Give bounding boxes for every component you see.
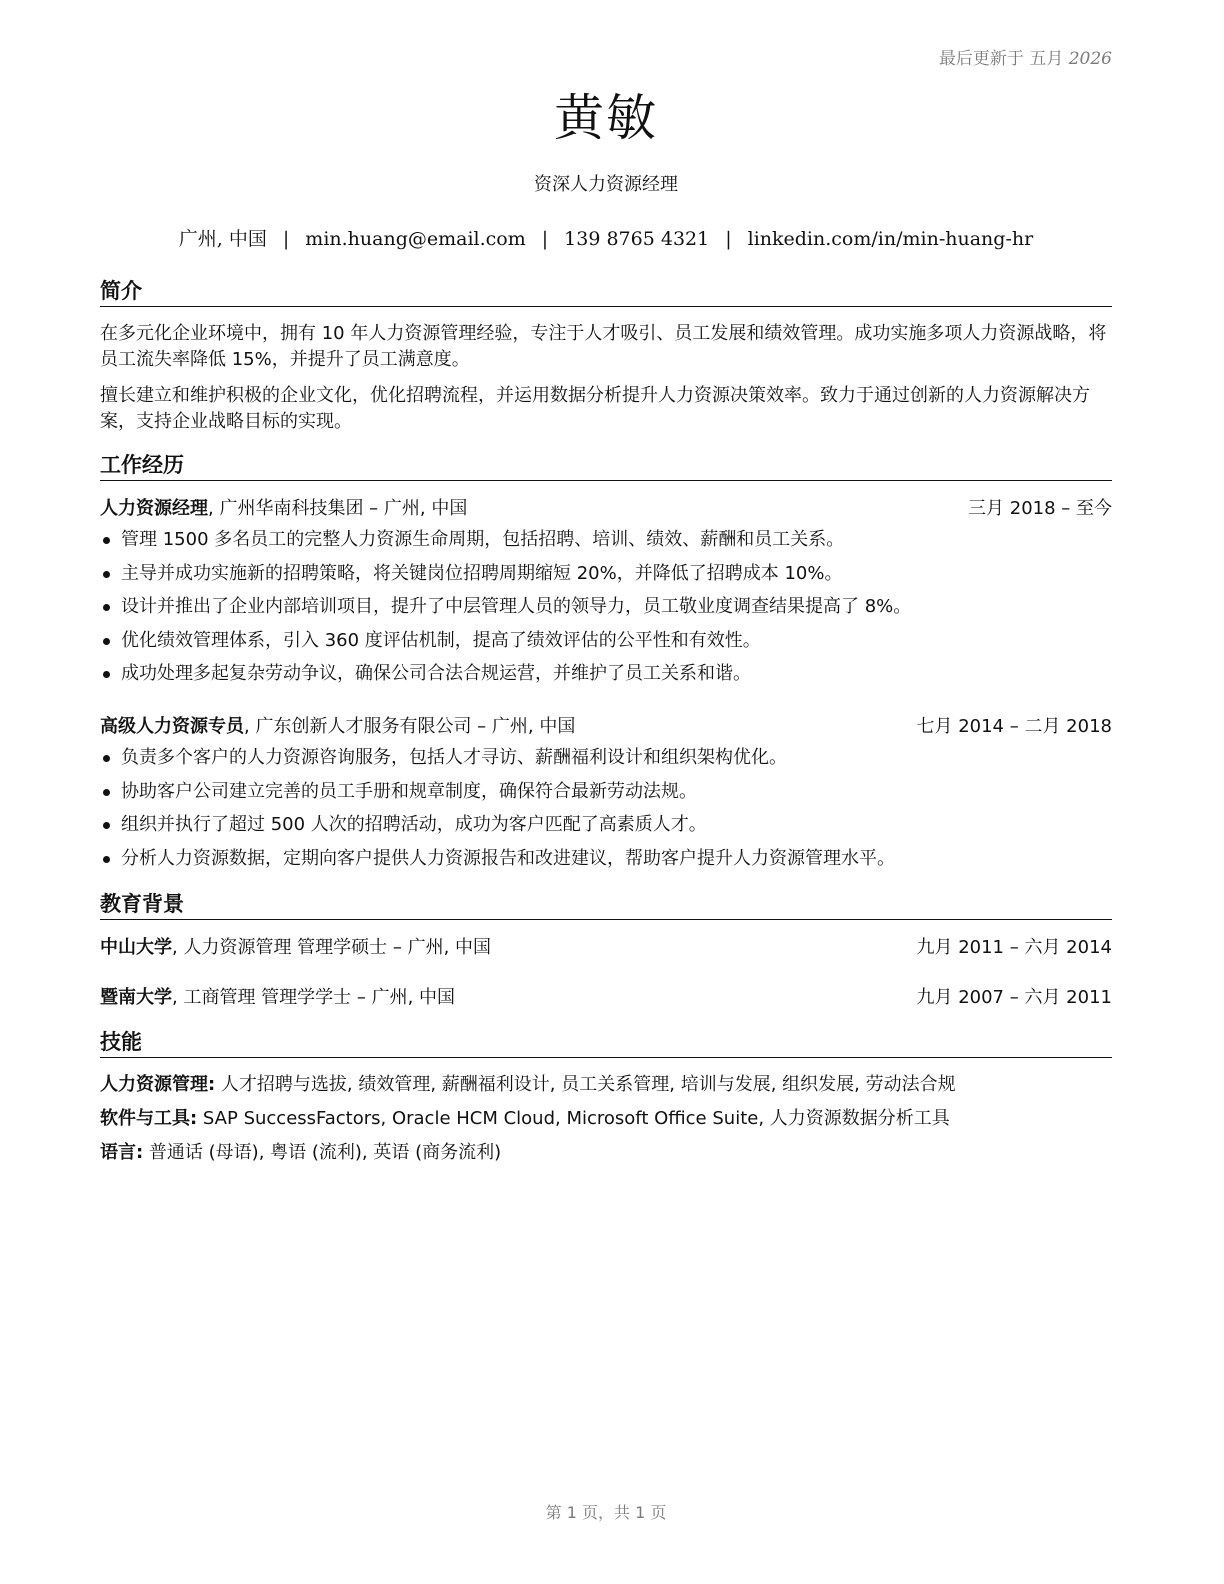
last-updated [939, 44, 1112, 69]
contact-email[interactable]: min.huang@email.com [305, 228, 526, 250]
education-detail: , 工商管理 管理学学士 – 广州, 中国 [172, 987, 456, 1008]
job-bullet: 优化绩效管理体系，引入 360 度评估机制，提高了绩效评估的公平性和有效性。 [100, 628, 1112, 662]
section-title-education: 教育背景 [100, 891, 1112, 920]
job-bullet: 协助客户公司建立完善的员工手册和规章制度，确保符合最新劳动法规。 [100, 779, 1112, 813]
job-bullet: 组织并执行了超过 500 人次的招聘活动，成功为客户匹配了高素质人才。 [100, 812, 1112, 846]
contact-linkedin[interactable]: linkedin.com/in/min-huang-hr [747, 228, 1034, 250]
last-updated-year: 2026 [1068, 49, 1112, 69]
summary-paragraph: 在多元化企业环境中，拥有 10 年人力资源管理经验，专注于人才吸引、员工发展和绩效管理。成功实施多项人力资源战略，将员工流失率降低 15%，并提升了员工满意度。 [100, 323, 1107, 370]
candidate-name: 黄敏 [554, 89, 658, 147]
contact-phone: 139 8765 4321 [564, 228, 710, 250]
job-position: 人力资源经理 [100, 498, 208, 519]
job-bullets [100, 745, 1112, 879]
job-company-location: , 广州华南科技集团 – 广州, 中国 [208, 498, 468, 519]
last-updated-prefix: 最后更新于 五月 [938, 49, 1064, 69]
job-bullet: 分析人力资源数据，定期向客户提供人力资源报告和改进建议，帮助客户提升人力资源管理水平。 [100, 846, 1112, 880]
skill-label: 人力资源管理: [100, 1074, 216, 1095]
job-bullet: 管理 1500 多名员工的完整人力资源生命周期，包括招聘、培训、绩效、薪酬和员工关系。 [100, 527, 1112, 561]
job-bullets [100, 527, 1112, 695]
section-title-summary: 简介 [100, 278, 1112, 307]
contact-separator: | [541, 228, 549, 250]
education-school: 中山大学 [100, 937, 172, 958]
education-dates: 九月 2011 – 六月 2014 [916, 937, 1112, 958]
contact-separator: | [725, 228, 732, 250]
summary-paragraph: 擅长建立和维护积极的企业文化，优化招聘流程，并运用数据分析提升人力资源决策效率。致力于通过创新的人力资源解决方案，支持企业战略目标的实现。 [100, 385, 1090, 432]
education-school: 暨南大学 [100, 987, 172, 1008]
skill-value: SAP SuccessFactors, Oracle HCM Cloud, Microsoft Office Suite, 人力资源数据分析工具 [197, 1108, 950, 1129]
skill-label: 语言: [100, 1142, 144, 1163]
education-dates: 九月 2007 – 六月 2011 [916, 987, 1112, 1008]
contact-location: 广州, 中国 [178, 228, 267, 250]
education-entry [100, 936, 1112, 960]
skill-value: 人才招聘与选拔, 绩效管理, 薪酬福利设计, 员工关系管理, 培训与发展, 组织发展, 劳动法合规 [215, 1074, 956, 1095]
education-detail: , 人力资源管理 管理学硕士 – 广州, 中国 [172, 937, 492, 958]
job-dates: 三月 2018 – 至今 [968, 498, 1112, 519]
job-bullet: 设计并推出了企业内部培训项目，提升了中层管理人员的领导力，员工敬业度调查结果提高了 8%。 [100, 594, 1112, 628]
job-bullet: 成功处理多起复杂劳动争议，确保公司合法合规运营，并维护了员工关系和谐。 [100, 661, 1112, 695]
job-company-location: , 广东创新人才服务有限公司 – 广州, 中国 [244, 716, 576, 737]
job-dates: 七月 2014 – 二月 2018 [916, 716, 1112, 737]
contact-line [100, 224, 1112, 251]
skill-line [100, 1072, 1112, 1098]
skill-label: 软件与工具: [100, 1108, 198, 1129]
resume-page [100, 0, 1112, 1584]
skill-value: 普通话 (母语), 粤语 (流利), 英语 (商务流利) [143, 1142, 502, 1163]
job-position: 高级人力资源专员 [100, 716, 244, 737]
skill-line [100, 1140, 1112, 1166]
job-bullet: 主导并成功实施新的招聘策略，将关键岗位招聘周期缩短 20%，并降低了招聘成本 10%。 [100, 561, 1112, 595]
skill-line [100, 1106, 1112, 1132]
education-entry [100, 986, 1112, 1010]
job-bullet: 负责多个客户的人力资源咨询服务，包括人才寻访、薪酬福利设计和组织架构优化。 [100, 745, 1112, 779]
job-header [100, 715, 1112, 739]
page-number: 第 1 页，共 1 页 [545, 1503, 667, 1522]
candidate-role: 资深人力资源经理 [534, 174, 678, 195]
contact-separator: | [282, 228, 290, 250]
section-title-experience: 工作经历 [100, 452, 1112, 481]
job-header [100, 497, 1112, 521]
section-title-skills: 技能 [100, 1029, 1112, 1058]
